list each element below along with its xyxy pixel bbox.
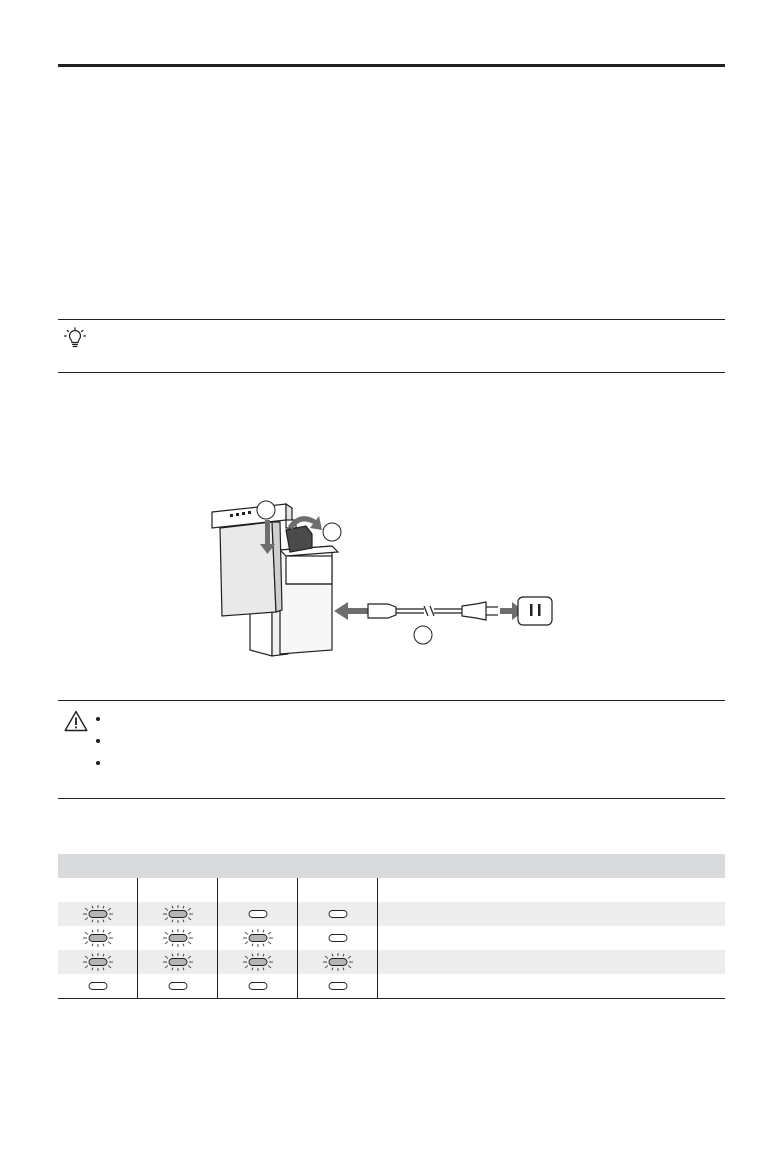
warning-item: [96, 710, 108, 732]
led-table-row: [58, 926, 725, 950]
led-description: [378, 878, 726, 902]
power-cable-icon: [368, 602, 498, 620]
led-empty: [80, 880, 116, 900]
led-empty: [160, 880, 196, 900]
led-off-icon: [320, 976, 356, 996]
bullet-dot: [96, 739, 100, 743]
led-cell-1: [58, 950, 138, 974]
led-blinking-icon: [160, 904, 196, 924]
led-blinking-icon: [160, 928, 196, 948]
callout-2: [323, 523, 341, 541]
led-cell-1: [58, 926, 138, 950]
led-blinking-icon: [240, 952, 276, 972]
led-cell-4: [298, 926, 378, 950]
led-cell-4: [298, 902, 378, 926]
led-cell-3: [218, 974, 298, 999]
led-table-row: [58, 974, 725, 999]
bullet-dot: [96, 761, 100, 765]
callout-1: [257, 501, 275, 519]
led-off-icon: [240, 904, 276, 924]
lightbulb-tip-icon: [64, 327, 86, 349]
led-cell-3: [218, 926, 298, 950]
tip-top-rule: [58, 319, 725, 320]
warning-top-rule: [58, 700, 725, 701]
led-empty: [320, 880, 356, 900]
led-cell-4: [298, 974, 378, 999]
led-cell-3: [218, 902, 298, 926]
tip-bottom-rule: [58, 372, 725, 373]
led-table-header-row: [58, 854, 725, 878]
led-table-row: [58, 950, 725, 974]
led-off-icon: [320, 928, 356, 948]
led-blinking-icon: [320, 952, 356, 972]
battery-icon: [212, 504, 292, 616]
led-cell-2: [138, 926, 218, 950]
led-cell-1: [58, 974, 138, 999]
led-cell-1: [58, 902, 138, 926]
led-table-row: [58, 902, 725, 926]
page-top-rule: [58, 64, 725, 67]
led-cell-4: [298, 950, 378, 974]
warning-item: [96, 754, 108, 776]
led-blinking-icon: [160, 952, 196, 972]
led-off-icon: [80, 976, 116, 996]
led-cell-2: [138, 902, 218, 926]
led-cell-4: [298, 878, 378, 902]
charging-figure: [200, 490, 570, 660]
warning-triangle-icon: [64, 710, 88, 732]
led-blinking-icon: [80, 904, 116, 924]
led-cell-2: [138, 878, 218, 902]
led-table-row: [58, 878, 725, 902]
callout-3: [414, 626, 432, 644]
led-description: [378, 902, 726, 926]
led-cell-3: [218, 878, 298, 902]
led-off-icon: [240, 976, 276, 996]
led-description: [378, 950, 726, 974]
led-table-header: [58, 854, 725, 878]
led-off-icon: [320, 904, 356, 924]
led-blinking-icon: [80, 928, 116, 948]
led-description: [378, 926, 726, 950]
led-empty: [240, 880, 276, 900]
led-blinking-icon: [80, 952, 116, 972]
warning-bottom-rule: [58, 798, 725, 799]
led-off-icon: [160, 976, 196, 996]
led-cell-3: [218, 950, 298, 974]
ac-plug-icon: [518, 597, 552, 625]
led-description: [378, 974, 726, 999]
warning-list: [96, 710, 108, 776]
led-blinking-icon: [240, 928, 276, 948]
bullet-dot: [96, 717, 100, 721]
led-cell-1: [58, 878, 138, 902]
warning-item: [96, 732, 108, 754]
led-status-table: [58, 854, 725, 999]
led-cell-2: [138, 950, 218, 974]
led-cell-2: [138, 974, 218, 999]
